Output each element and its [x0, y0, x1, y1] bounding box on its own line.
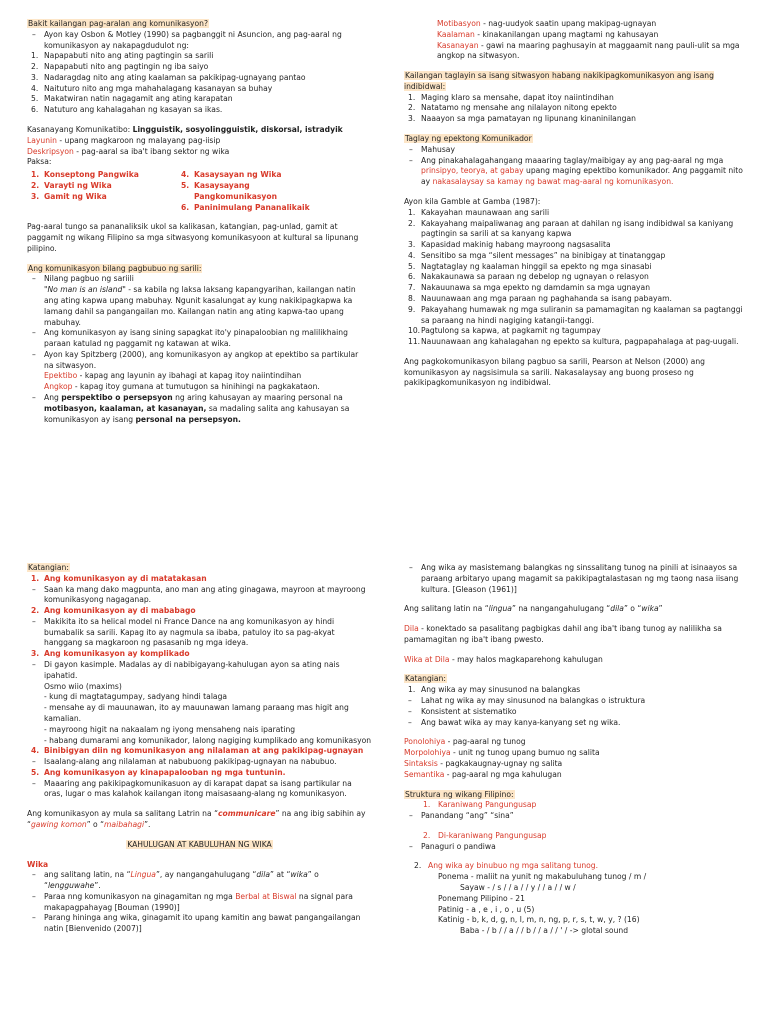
maxim-line: - kung di magtatagumpay, sadyang hindi talaga — [44, 692, 228, 702]
list-item: – Ang bawat wika ay may kanya-kanyang set ng wika. — [408, 717, 621, 727]
list-item: – Parang hininga ang wika, ginagamit ito upang kamitin ang bawat pangangailangan natin [Bienvenido (2007)] — [27, 913, 372, 935]
epektibo-label: Epektibo — [44, 371, 78, 381]
list-item: 6. Nakakaunawa sa paraan ng debelop ng ugnayan o relasyon — [408, 272, 649, 282]
ponema-block: Ponema - maliit na yunit ng makabuluhang tunog / m / Sayaw - / s / / a / / y / / a / / w / Ponemang Pilipino - 21 Patinig - a , e , i , o , u (5) Katinig - b, k, d, g, n, l, m, n, ng, p, r, s, t, w, y, ? (16) Baba - / b / / a / / b / / a / / ' / -> glotal sound — [438, 872, 647, 936]
benefits-list — [27, 51, 367, 116]
kasanayang-line: Kasanayang Komunikatibo: Lingguistik, sosyolingguistik, diskorsal, istradyik — [27, 125, 343, 135]
deskripsyon-label: Deskripsyon — [27, 146, 74, 156]
list-item: 1. Maging klaro sa mensahe, dapat itoy naiintindihan — [408, 92, 614, 102]
section-komunikasyon-intro: Bakit kailangan pag-aralan ang komunikasyon? – Ayon kay Osbon & Motley (1990) sa pagbanggit ni Asuncion, ang pag-aaral ng komunikasyon ay nakapagdudulot ng: 1. Napapabuti nito ang ating pagtingin sa sarili 2. Napapabuti nito ang pagtingin ng iba saiyo 3. Nadaragdag nito ang ating kaalaman sa pakikipag-ugnayang pantao 4. Naituturo nito ang mga mahahalagang kasanayan sa buhay 5. Makatwiran natin nagagamit ang ating karapatan 6. Natuturo ang kahalagahan ng kasayan sa ikas. Kasanayang Komunikatibo: Lingguistik, sosyolingguistik, diskorsal, istradyik Layunin - upang magkaroon ng malayang pag-iisip Deskripsyon - pag-aaral sa iba't ibang sektor ng wika Paksa: 1. Konseptong Pangwika 2. Varayti ng Wika 3. Gamit ng Wika 4. Kasaysayan ng Wika 5. Kasaysayang Pangkomunikasyon 6. Paninimulang Pananalikaik Pag-aaral tungo sa pananaliksik ukol sa kalikasan, katangian, pag-unlad, gamit at paggamit ng wikang Filipino sa mga sitwasyong komunikasyoon at kultural sa lipunang pilipino. Ang komunikasyon bilang pagbubuo ng sarili: – Nilang pagbuo ng sariili "No man is an island" - sa kabila ng laksa laksang kapangyarihan, kailangan natin ang ating kapwa upang mabuhay. Ngunit kasalungat ay kung nakikipagkapwa ka lamang dahil sa pangangailan mo. Kailangan natin ang ating kapwa-tao upang mabuhay. – Ang komunikasyon ay isang sining sapagkat ito'y pinapaloobian ng malilikhaing paraan katulad ng paggamit ng katawan at wika. – Ayon kay Spitzberg (2000), ang komunikasyon ay angkop at epektibo sa partikular na sitwasyon. Epektibo - kapag ang layunin ay ibahagi at kapag itoy naiintindihan Angkop - kapag itoy gumana at tumutugon sa hinihingi na pagkakataon. – Ang perspektibo o persepsyon ng aring kahusayan ay maaring personal na motibasyon, kaalaman, at kasanayan, sa madaling salita ang kahusayan sa komunikasyon ay isang personal na persepsyon. — [27, 19, 367, 425]
paksa-list-left — [27, 170, 177, 213]
list-item: 1. Konseptong Pangwika — [31, 170, 139, 180]
katangian-wika-list — [404, 685, 749, 728]
heading-katangian-wika: Katangian: — [405, 674, 446, 684]
heading-struktura: Struktura ng wikang Filipino: — [405, 789, 514, 799]
list-item: 5. Kasaysayang Pangkomunikasyon — [181, 180, 277, 201]
paksa-list-right — [177, 170, 327, 213]
wika-list — [27, 870, 372, 935]
list-item: – Nilang pagbuo ng sariili "No man is an island" - sa kabila ng laksa laksang kapangyarihan, kailangan natin ang ating kapwa upang mabuhay. Ngunit kasalungat ay kung nakikipagkapwa ka lamang dahil sa pangangailan mo. Kailangan natin ang ating kapwa-tao upang mabuhay. — [27, 274, 367, 328]
list-item: – Makikita ito sa helical model ni France Dance na ang komunikasyon ay hindi bumabalik sa sarili. Kapag ito ay nagmula sa ibaba, patuloy ito sa pag-akyat hanggang sa magkaroon ng pasasanib ng mga ideya. — [27, 617, 372, 649]
list-item: – Isaalang-alang ang nilalaman at nabubuong pakikipag-ugnayan na nabubuo. — [27, 757, 372, 768]
heading-epekto: Taglay ng epektong Komunikador — [405, 134, 532, 144]
heading-taglayin: Kailangan taglayin sa isang sitwasyon habang nakikipagkomunikasyon ang isang indibidwal: — [404, 71, 714, 91]
paksa-grid — [27, 170, 367, 213]
term-line: Sintaksis - pagkakaugnay-ugnay ng salita — [404, 758, 563, 768]
list-item: 3. Ang komunikasyon ay komplikado — [31, 649, 190, 659]
maxim-line: - habang dumarami ang komunikador, lalong nagiging kumplikado ang komunikasyon — [44, 735, 372, 745]
list-item: – Ayon kay Osbon & Motley (1990) sa pagbanggit ni Asuncion, ang pag-aaral ng komunikasyon ay nakapagdudulot ng: — [27, 30, 367, 52]
list-item: 11. Nauunawaan ang kahalagahan ng epekto sa kultura, pagpapahalaga at pag-uugali. — [408, 337, 739, 347]
list-item: 1. Napapabuti nito ang ating pagtingin sa sarili — [31, 51, 214, 61]
list-item: – Saan ka mang dako magpunta, ano man ang ating ginagawa, mayroon at mayroong komunikasyong nagaganap. — [27, 585, 372, 607]
list-item: 6. Natuturo ang kahalagahan ng kasayan sa ikas. — [31, 105, 223, 115]
list-item: 3. Kapasidad makinig habang mayroong nagsasalita — [408, 240, 611, 250]
list-item: 3. Gamit ng Wika — [31, 191, 107, 201]
dila-label: Dila — [404, 624, 419, 634]
list-item: 1. Ang komunikasyon ay di matatakasan — [31, 573, 207, 583]
kaalaman-label: Kaalaman — [437, 29, 475, 39]
list-item: 1. Ang wika ay may sinusunod na balangkas — [408, 685, 581, 695]
wika-dila-label: Wika at Dila — [404, 654, 450, 664]
list-item: 1. Karaniwang Pangungusap — [423, 800, 537, 810]
list-item: 2. Natatamo ng mensahe ang nilalayon nitong epekto — [408, 103, 617, 113]
maxim-line: - mayroong higit na nakaalam ng iyong mensaheng nais iparating — [44, 724, 296, 734]
maxim-line: - mensahe ay di mauunawan, ito ay mauunawan lamang paraang mas higit ang kamalian. — [44, 703, 349, 723]
list-item: – Di gayon kasimple. Madalas ay di nabibigayang-kahulugan ayon sa ating nais ipahatid. Osmo wiio (maxims) - kung di magtatagumpay, sadyang hindi talaga - mensahe ay di mauunawan, ito ay mauunawan lamang paraang mas higit ang kamalian. - mayroong higit na nakaalam ng iyong mensaheng nais iparating - habang dumarami ang komunikador, lalong nagiging kumplikado ang komunikasyon — [27, 660, 372, 746]
taglayin-list — [404, 93, 749, 125]
heading-bakit: Bakit kailangan pag-aralan ang komunikasyon? — [28, 19, 208, 28]
intro-list — [27, 30, 367, 52]
latin-paragraph: Ang komunikasyon ay mula sa salitang Latrin na “communicare” na ang ibig sabihin ay “gawing komon” o “maibahagi”. — [27, 809, 366, 829]
pagbubuo-list — [27, 274, 367, 425]
list-item: 2. Ang komunikasyon ay di mababago — [31, 606, 196, 616]
list-item: 4. Kasaysayan ng Wika — [181, 170, 282, 180]
list-item: – Mahusay — [404, 145, 749, 156]
list-item: 4. Binibigyan diin ng komunikasyon ang nilalaman at ang pakikipag-ugnayan — [31, 746, 364, 756]
list-item: – Ayon kay Spitzberg (2000), ang komunikasyon ay angkop at epektibo sa partikular na sitwasyon. Epektibo - kapag ang layunin ay ibahagi at kapag itoy naiintindihan Angkop - kapag itoy gumana at tumutugon sa hinihingi na pagkakataon. — [27, 350, 367, 393]
terms-list — [404, 737, 749, 780]
list-item: – Lahat ng wika ay may sinusunod na balangkas o istruktura — [408, 696, 646, 706]
pearson-paragraph: Ang pagkokomunikasyon bilang pagbuo sa sarili, Pearson at Nelson (2000) ang komunikasyon ay nagsisimula sa sarili. Nakasalaysay ang buong proseso ng pakikipagkomunikasyon ng indibidwal. — [404, 356, 705, 388]
section-katangian — [27, 563, 372, 935]
list-item: 4. Sensitibo sa mga “silent messages” na binibigay at tinatanggap — [408, 250, 666, 260]
list-item: – Maaaring ang pakikipagkomunikasuon ay di karapat dapat sa isang partikular na oras, lugar o mas kalahok kailangan itong maisasaang-alang ng komunikasyon. — [27, 779, 372, 801]
term-line: Semantika - pag-aaral ng mga kahulugan — [404, 769, 562, 779]
heading-katangian: Katangian: — [28, 563, 69, 572]
gamble-list — [404, 208, 749, 348]
list-item: 7. Nakauunawa sa mga epekto ng damdamin sa mga ugnayan — [408, 283, 651, 293]
kasanayang-value: Lingguistik, sosyolingguistik, diskorsal, istradyik — [132, 125, 343, 135]
heading-pagbubuo: Ang komunikasyon bilang pagbubuo ng sarili: — [28, 263, 202, 273]
list-item: 3. Nadaragdag nito ang ating kaalaman sa pakikipag-ugnayang pantao — [31, 72, 306, 82]
term-line: Morpolohiya - unit ng tunog upang bumuo ng salita — [404, 748, 600, 758]
list-item: – Ang perspektibo o persepsyon ng aring kahusayan ay maaring personal na motibasyon, kaalaman, at kasanayan, sa madaling salita ang kahusayan sa komunikasyon ay isang personal na persepsyon. — [27, 393, 367, 425]
motibasyon-label: Motibasyon — [437, 19, 481, 28]
katangian-list — [27, 574, 372, 585]
list-item: 10. Pagtulong sa kapwa, at pagkamit ng tagumpay — [408, 326, 601, 336]
list-item: – Panaguri o pandiwa — [404, 842, 749, 853]
heading-kahulugan: KAHULUGAN AT KABULUHAN NG WIKA — [127, 839, 272, 849]
term-line: Ponolohiya - pag-aaral ng tunog — [404, 737, 526, 747]
list-item: – Ang pinakahalagahangang maaaring taglay/maibigay ay ang pag-aaral ng mga prinsipyo, teorya, at gabay upang maging epektibo komunikador. Ang paggamit nito ay nakasalaysay sa kamay ng bawat mag-aaral ng komunikasyon. — [404, 156, 749, 188]
list-item: 4. Naituturo nito ang mga mahahalagang kasanayan sa buhay — [31, 83, 273, 93]
list-item: – ang salitang latin, na “Lingua”, ay nangangahulugang “dila” at “wika” o “lengguwahe”. — [27, 870, 372, 892]
layunin-label: Layunin — [27, 135, 57, 145]
section-kasanayan: Motibasyon - nag-uudyok saatin upang makipag-ugnayan Kaalaman - kinakanilangan upang magtami ng kahusayan Kasanayan - gawi na maaring paghusayin at maggaamit nang pauli-ulit sa mga angkop na sitwasyon. Kailangan taglayin sa isang sitwasyon habang nakikipagkomunikasyon ang isang indibidwal: 1. Maging klaro sa mensahe, dapat itoy naiintindihan 2. Natatamo ng mensahe ang nilalayon nitong epekto 3. Naaayon sa mga pamatayan ng lipunang kinaninilangan Taglay ng epektong Komunikador – Mahusay – Ang pinakahalagahangang maaaring taglay/maibigay ay ang pag-aaral ng mga prinsipyo, teorya, at gabay upang maging epektibo komunikador. Ang paggamit nito ay nakasalaysay sa kamay ng bawat mag-aaral ng komunikasyon. Ayon kila Gamble at Gamba (1987): 1. Kakayahan maunawaan ang sarili 2. Kakayahang maipaliwanag ang paraan at dahilan ng isang indibidwal sa kaniyang pagtingin sa sarili at sa kanyang kapwa 3. Kapasidad makinig habang mayroong nagsasalita 4. Sensitibo sa mga “silent messages” na binibigay at tinatanggap 5. Nagtataglay ng kaalaman hinggil sa epekto ng mga sinasabi 6. Nakakaunawa sa paraan ng debelop ng ugnayan o relasyon 7. Nakauunawa sa mga epekto ng damdamin sa mga ugnayan 8. Nauunawaan ang mga paraan ng paghahanda sa isang pabayam. 9. Pakayahang humawak ng mga suliranin sa pamamagitan ng kaalaman sa pagtanggi sa paraang na hindi nagiging katangii-tanggi. 10. Pagtulong sa kapwa, at pagkamit ng tagumpay 11. Nauunawaan ang kahalagahan ng epekto sa kultura, pagpapahalaga at pag-uugali. Ang pagkokomunikasyon bilang pagbuo sa sarili, Pearson at Nelson (2000) ang komunikasyon ay nagsisimula sa sarili. Nakasalaysay ang buong proseso ng pakikipagkomunikasyon ng indibidwal. — [404, 19, 749, 389]
gamble-heading: Ayon kila Gamble at Gamba (1987): — [404, 196, 541, 206]
list-item: 2. Napapabuti nito ang pagtingin ng iba saiyo — [31, 62, 209, 72]
wika-label: Wika — [27, 859, 49, 869]
list-item: 2. Kakayahang maipaliwanag ang paraan at dahilan ng isang indibidwal sa kaniyang pagtingin sa sarili at sa kanyang kapwa — [408, 218, 734, 239]
list-item: 1. Kakayahan maunawaan ang sarili — [408, 207, 550, 217]
paksa-label: Paksa: — [27, 157, 52, 167]
list-item: 6. Paninimulang Pananalikaik — [181, 202, 310, 212]
list-item: 3. Naaayon sa mga pamatayan ng lipunang kinaninilangan — [408, 114, 636, 124]
list-item: 2. Varayti ng Wika — [31, 180, 112, 190]
maxim-line: Osmo wiio (maxims) — [44, 681, 122, 691]
list-item: 2. Ang wika ay binubuo ng mga salitang tunog. — [414, 861, 599, 871]
list-item: 2. Di-karaniwang Pangungusap — [423, 830, 547, 840]
section-wika: – Ang wika ay masistemang balangkas ng sinssalitang tunog na pinili at isinaayos sa paraang arbitaryo upang magamit sa pakikipagtalastasan ng mg taong nasa iisang kultura. [Gleason (1961)] Ang salitang latin na “lingua” na nangangahulugang “dila” o “wika” Dila - konektado sa pasalitang pagbigkas dahil ang iba't ibang tunog ay nalilikha sa pamamagitan ng iba't ibang pwesto. Wika at Dila - may halos magkaparehong kahulugan Katangian: 1. Ang wika ay may sinusunod na balangkas – Lahat ng wika ay may sinusunod na balangkas o istruktura – Konsistent at sistematiko – Ang bawat wika ay may kanya-kanyang set ng wika. Ponolohiya - pag-aaral ng tunog Morpolohiya - unit ng tunog upang bumuo ng salita Sintaksis - pagkakaugnay-ugnay ng salita Semantika - pag-aaral ng mga kahulugan Struktura ng wikang Filipino: 1. Karaniwang Pangungusap – Panandang “ang” “sina” 2. Di-karaniwang Pangungusap – Panaguri o pandiwa 2. Ang wika ay binubuo ng mga salitang tunog. Ponema - maliit na yunit ng makabuluhang tunog / m / Sayaw - / s / / a / / y / / a / / w / Ponemang Pilipino - 21 Patinig - a , e , i , o , u (5) Katinig - b, k, d, g, n, l, m, n, ng, p, r, s, t, w, y, ? (16) Baba - / b / / a / / b / / a / / ' / -> glotal sound — [404, 563, 749, 937]
kasanayan-label: Kasanayan — [437, 40, 479, 50]
list-item: – Konsistent at sistematiko — [408, 706, 517, 716]
list-item: – Ang wika ay masistemang balangkas ng sinssalitang tunog na pinili at isinaayos sa paraang arbitaryo upang magamit sa pakikipagtalastasan ng mg taong nasa iisang kultura. [Gleason (1961)] — [404, 563, 749, 595]
list-item: – Ang komunikasyon ay isang sining sapagkat ito'y pinapaloobian ng malilikhaing paraan katulad ng paggamit ng katawan at wika. — [27, 328, 367, 350]
list-item: 9. Pakayahang humawak ng mga suliranin sa pamamagitan ng kaalaman sa pagtanggi sa paraang na hindi nagiging katangii-tanggi. — [408, 304, 743, 325]
list-item: 5. Ang komunikasyon ay kinapapalooban ng mga tuntunin. — [31, 767, 286, 777]
list-item: 5. Nagtataglay ng kaalaman hinggil sa epekto ng mga sinasabi — [408, 261, 652, 271]
list-item: 8. Nauunawaan ang mga paraan ng paghahanda sa isang pabayam. — [408, 293, 672, 303]
epekto-list — [404, 145, 749, 188]
paksa-paragraph: Pag-aaral tungo sa pananaliksik ukol sa kalikasan, katangian, pag-unlad, gamit at paggamit ng wikang Filipino sa mga sitwasyong komunikasyoon at kultural sa lipunang pilipino. — [27, 222, 359, 253]
list-item: – Panandang “ang” “sina” — [404, 811, 749, 822]
lingua-line: Ang salitang latin na “lingua” na nangangahulugang “dila” o “wika” — [404, 604, 663, 614]
list-item: – Paraa nng komunikasyon na ginagamitan ng mga Berbal at Biswal na signal para makapagpahayag [Bouman (1990)] — [27, 892, 372, 914]
list-item: 5. Makatwiran natin nagagamit ang ating karapatan — [31, 94, 233, 104]
angkop-label: Angkop — [44, 382, 73, 392]
